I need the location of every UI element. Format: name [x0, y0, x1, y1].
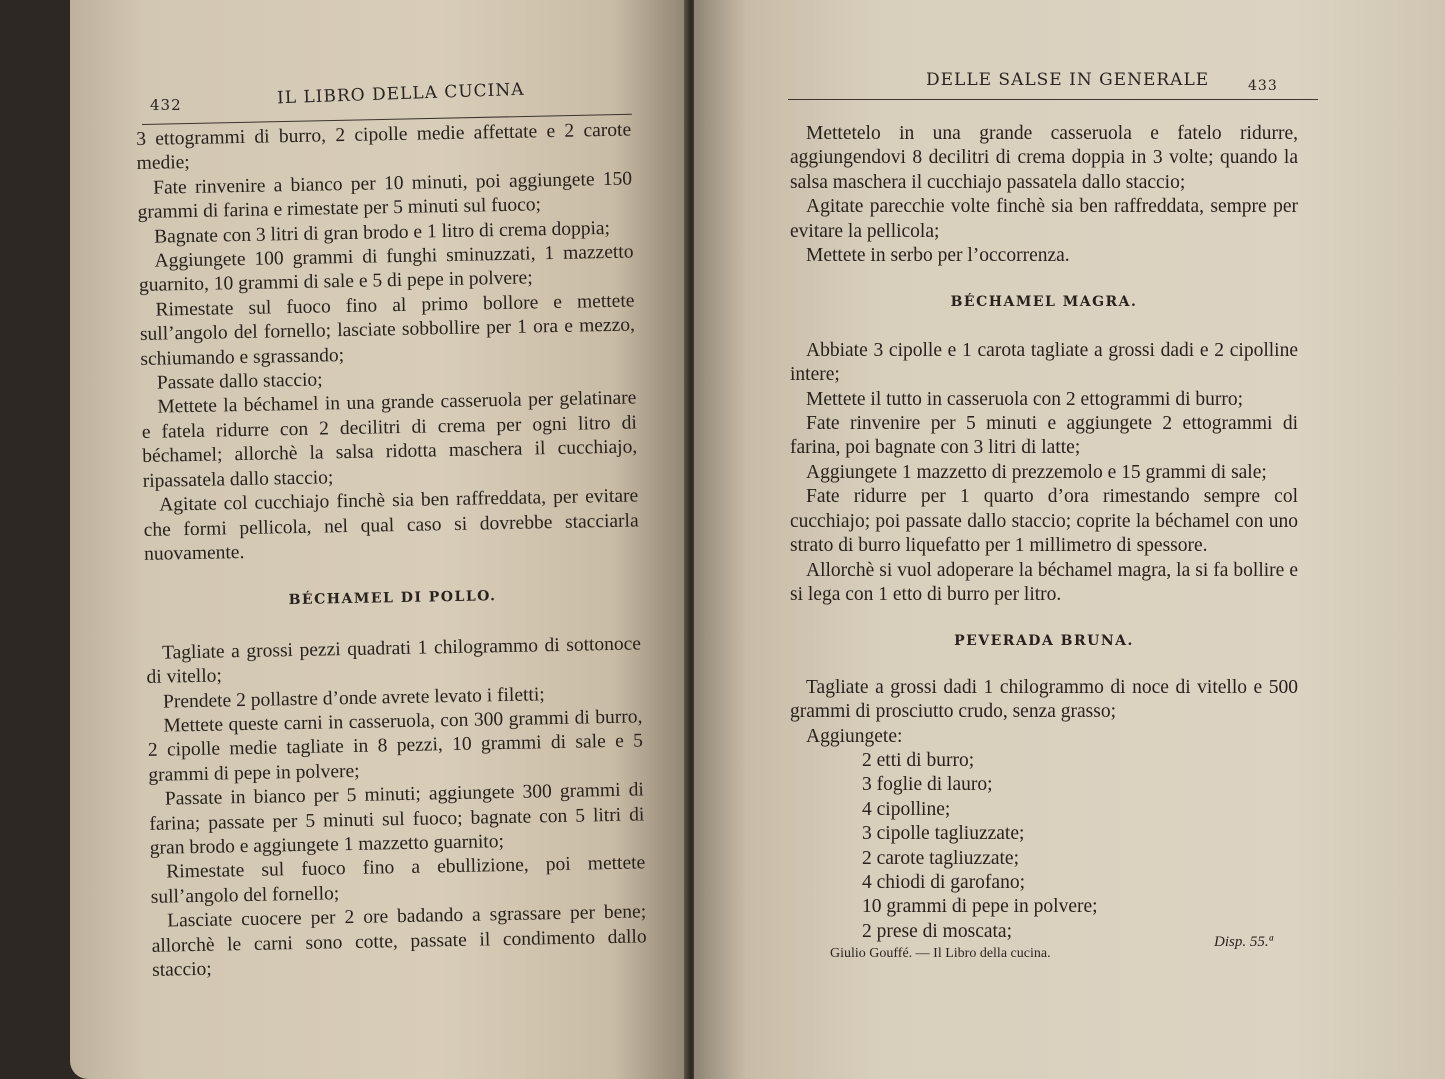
ingredient-item: 10 grammi di pepe in polvere; [862, 896, 1098, 918]
page-number-right: 433 [1248, 78, 1278, 94]
ingredient-item: 3 foglie di lauro; [862, 774, 993, 796]
paragraph: Bagnate con 3 litri di gran brodo e 1 litro di crema doppia; [153, 217, 611, 248]
right-page [694, 0, 1445, 1079]
paragraph: Agitate parecchie volte finchè sia ben raffreddata, sempre per evitare la pellicola; [790, 196, 1298, 242]
ingredient-item: 4 cipolline; [862, 798, 951, 820]
header-rule-right [788, 99, 1318, 100]
right-page-body [790, 122, 1298, 944]
section-heading: BÉCHAMEL MAGRA. [950, 294, 1138, 311]
paragraph: Fate rinvenire per 5 minuti e aggiungete 2 ettogrammi di farina, poi bagnate con 3 litri di latte; [790, 413, 1298, 459]
paragraph: Mettete in serbo per l’occorrenza. [806, 245, 1070, 267]
page-footer: Giulio Gouffé. — Il Libro della cucina. [830, 946, 1051, 961]
paragraph: Fate rinvenire a bianco per 10 minuti, poi aggiungete 150 grammi di farina e rimestate per 5 minuti sul fuoco; [137, 168, 633, 224]
running-head-right: DELLE SALSE IN GENERALE [926, 70, 1210, 90]
left-page [70, 0, 688, 1079]
paragraph: Tagliate a grossi pezzi quadrati 1 chilogrammo di sottonoce di vitello; [146, 633, 642, 689]
section-heading: PEVERADA BRUNA. [954, 633, 1134, 650]
paragraph: 3 ettogrammi di burro, 2 cipolle medie affettate e 2 carote medie; [136, 119, 632, 175]
paragraph: Abbiate 3 cipolle e 1 carota tagliate a grossi dadi e 2 cipolline intere; [790, 339, 1298, 386]
paragraph: Aggiungete: [806, 725, 903, 747]
running-head-left: IL LIBRO DELLA CUCINA [276, 79, 525, 109]
paragraph: Prendete 2 pollastre d’onde avrete levato i filetti; [162, 683, 545, 713]
ingredient-item: 4 chiodi di garofano; [862, 871, 1025, 893]
ingredient-item: 2 prese di moscata; [862, 920, 1012, 942]
paragraph: Rimestate sul fuoco fino a ebullizione, poi mettete sull’angolo del fornello; [150, 852, 646, 908]
paragraph: Allorchè si vuol adoperare la béchamel magra, la si fa bollire e si lega con 1 etto di burro per litro. [790, 559, 1298, 605]
paragraph: Mettetelo in una grande casseruola e fatelo ridurre, aggiungendovi 8 decilitri di crema doppia in 3 volte; quando la salsa maschera il cucchiajo passatela dallo staccio; [790, 123, 1298, 193]
paragraph: Aggiungete 1 mazzetto di prezzemolo e 15 grammi di sale; [806, 461, 1267, 483]
page-number-left: 432 [150, 96, 182, 114]
paragraph: Mettete il tutto in casseruola con 2 ettogrammi di burro; [806, 388, 1244, 410]
left-page-body [136, 118, 647, 983]
paragraph: Mettete queste carni in casseruola, con 300 grammi di burro, 2 cipolle medie tagliate in 8 pezzi, 10 grammi di sale e 5 grammi di pepe in polvere; [147, 706, 644, 786]
paragraph: Tagliate a grossi dadi 1 chilogrammo di noce di vitello e 500 grammi di prosciutto crudo, senza grasso; [790, 676, 1298, 723]
paragraph: Aggiungete 100 grammi di funghi sminuzzati, 1 mazzetto guarnito, 10 grammi di sale e 5 di pepe in polvere; [138, 241, 634, 297]
paragraph: Fate ridurre per 1 quarto d’ora rimestando sempre col cucchiajo; poi passate dallo staccio; coprite la béchamel con uno strato di burro liquefatto per 1 millimetro di spessore. [790, 486, 1298, 557]
section-heading: BÉCHAMEL DI POLLO. [288, 588, 497, 609]
ingredient-item: 2 etti di burro; [862, 749, 975, 771]
paragraph: Agitate col cucchiajo finchè sia ben raffreddata, per evitare che formi pellicola, nel qual caso si dovrebbe stacciarla nuovamente. [143, 485, 639, 565]
ingredient-item: 2 carote tagliuzzate; [862, 847, 1019, 869]
paragraph: Passate in bianco per 5 minuti; aggiungete 300 grammi di farina; passate per 5 minuti sul fuoco; bagnate con 5 litri di gran brodo e aggiungete 1 mazzetto guarnito; [149, 779, 645, 859]
signature-mark: Disp. 55.ª [1214, 934, 1273, 950]
paragraph: Lasciate cuocere per 2 ore badando a sgrassare per bene; allorchè le carni sono cotte, passate il condimento dallo staccio; [151, 901, 647, 981]
ingredient-item: 3 cipolle tagliuzzate; [862, 823, 1025, 845]
paragraph: Passate dallo staccio; [156, 369, 323, 394]
paragraph: Mettete la béchamel in una grande casseruola per gelatinare e fatela ridurre con 2 decilitri di crema per ogni litro di béchamel; allorchè la salsa ridotta maschera il cucchiajo, ripassatela dallo staccio; [141, 387, 638, 492]
paragraph: Rimestate sul fuoco fino al primo bollore e mettete sull’angolo del fornello; lasciate sobbollire per 1 ora e mezzo, schiumando e sgrassando; [139, 290, 636, 370]
